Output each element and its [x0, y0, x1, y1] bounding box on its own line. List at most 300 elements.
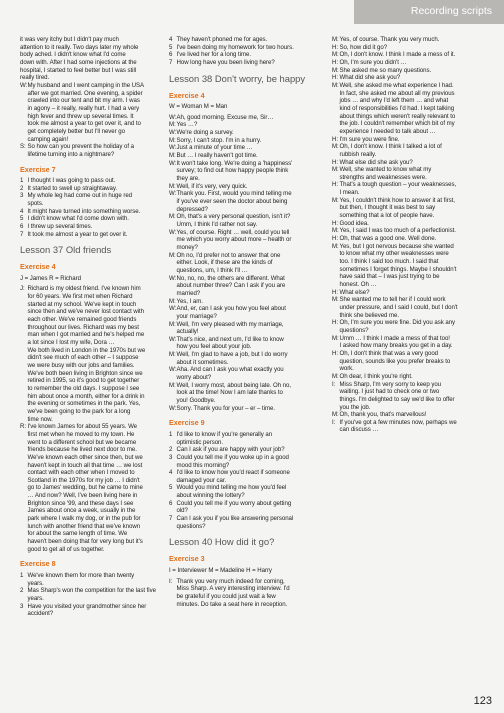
- script-line: [332, 304, 486, 312]
- script-line: [20, 177, 174, 185]
- script-line: [169, 267, 323, 275]
- script-text: jobs … and why I'd left them … and what: [339, 97, 449, 105]
- script-text: question, sounds like you prefer breaks to: [339, 357, 451, 365]
- speaker-label: [169, 593, 177, 601]
- script-line: [332, 381, 486, 389]
- script-text: your marriage?: [176, 312, 217, 320]
- script-text: My husband and I went camping in the USA: [27, 81, 145, 89]
- script-text: Oh, I don't know. I think I talked a lot of: [339, 143, 442, 151]
- script-text: years.: [27, 594, 44, 602]
- script-text: Miss Sharp, I'm very sorry to keep you: [339, 380, 442, 388]
- script-text: Oh, I don't know. I think I made a mess of it.: [339, 51, 456, 59]
- text-line: hospital, I started to feel better but I was still: [20, 66, 137, 74]
- script-line: [20, 492, 174, 500]
- script-text: about number three? Can I ask if you are: [176, 282, 286, 290]
- script-line: [169, 446, 323, 454]
- script-text: Good idea.: [339, 219, 369, 227]
- text-line: W = Woman M = Man: [169, 103, 228, 111]
- script-line: [169, 484, 323, 492]
- speaker-label: R:: [20, 423, 26, 431]
- speaker-label: [169, 221, 177, 229]
- script-text: Miss Sharp. A very interesting interview. I'd: [176, 585, 290, 593]
- speaker-label: [332, 113, 340, 121]
- script-line: [169, 343, 323, 351]
- speaker-label: [169, 477, 177, 485]
- script-line: [169, 515, 323, 523]
- speaker-label: 3: [20, 192, 24, 200]
- exercise-heading: Exercise 4: [169, 90, 205, 100]
- speaker-label: [169, 328, 177, 336]
- speaker-label: [169, 601, 177, 609]
- script-line: [169, 290, 323, 298]
- script-text: questions?: [339, 326, 369, 334]
- script-text: But … I really haven't got time.: [176, 152, 258, 160]
- script-line: [169, 198, 323, 206]
- script-line: [20, 507, 174, 515]
- speaker-label: [332, 365, 340, 373]
- script-text: accident?: [27, 610, 54, 618]
- speaker-label: 6: [169, 499, 173, 507]
- script-text: lifetime turning into a nightmare?: [27, 150, 115, 158]
- script-text: good to get all of us together.: [27, 545, 105, 553]
- script-line: [20, 331, 174, 339]
- script-text: We've known them for more than twenty: [27, 571, 135, 579]
- script-line: [169, 144, 323, 152]
- script-line: [20, 431, 174, 439]
- script-text: Sorry. Thank you for your – er – time.: [176, 404, 275, 412]
- script-line: [332, 105, 486, 113]
- script-text: about things which weren't really relevant to: [339, 112, 456, 120]
- speaker-label: 4: [20, 207, 24, 215]
- script-line: [169, 336, 323, 344]
- script-text: We both lived in London in the 1970s but we: [27, 346, 146, 354]
- script-text: high fever and threw up several times. It: [27, 112, 134, 120]
- speaker-label: [20, 301, 28, 309]
- speaker-label: H:: [332, 158, 338, 166]
- script-text: optimistic person.: [176, 438, 224, 446]
- script-line: [169, 578, 323, 586]
- exercise-heading: Exercise 8: [20, 559, 56, 569]
- script-text: we were busy with our jobs and families.: [27, 361, 135, 369]
- speaker-label: I:: [332, 380, 336, 388]
- script-line: [332, 181, 486, 189]
- exercise-heading: Exercise 4: [20, 262, 56, 272]
- script-line: [20, 603, 174, 611]
- script-line: [332, 350, 486, 358]
- speaker-label: M:: [332, 411, 339, 419]
- exercise-heading: Exercise 7: [20, 164, 56, 174]
- script-line: [169, 137, 323, 145]
- speaker-label: [169, 259, 177, 267]
- script-text: work.: [339, 365, 354, 373]
- script-text: the job. I couldn't remember which bit of my: [339, 120, 455, 128]
- speaker-label: H:: [332, 235, 338, 243]
- script-line: [20, 151, 174, 159]
- lesson-heading: Lesson 40 How did it go?: [169, 536, 275, 548]
- script-text: years.: [27, 579, 44, 587]
- script-line: [332, 312, 486, 320]
- script-text: Oh, I'm sure you were fine. Did you ask any: [339, 319, 456, 327]
- script-line: [20, 454, 174, 462]
- script-text: about it sometimes.: [176, 358, 229, 366]
- speaker-label: [20, 454, 28, 462]
- script-line: [332, 212, 486, 220]
- script-text: something that a lot of people have.: [339, 212, 435, 220]
- speaker-label: [20, 416, 28, 424]
- speaker-label: [20, 324, 28, 332]
- speaker-label: [169, 244, 177, 252]
- script-line: [20, 231, 174, 239]
- lesson-heading: Lesson 37 Old friends: [20, 244, 112, 256]
- speaker-label: H:: [332, 135, 338, 143]
- script-text: So how can you prevent the holiday of a: [27, 143, 134, 151]
- script-line: [20, 301, 174, 309]
- script-line: [20, 515, 174, 523]
- script-line: [332, 411, 486, 419]
- speaker-label: [169, 492, 177, 500]
- script-text: either. Look, if these are the kinds of: [176, 259, 273, 267]
- script-line: [332, 159, 486, 167]
- speaker-label: M:: [169, 121, 176, 129]
- script-text: each other. We've remained good friends: [27, 316, 137, 324]
- script-line: [169, 244, 323, 252]
- speaker-label: M:: [169, 182, 176, 190]
- script-line: [332, 250, 486, 258]
- script-line: [332, 113, 486, 121]
- speaker-label: W:: [169, 159, 177, 167]
- script-text: Could you tell me if you woke up in a good: [176, 453, 289, 461]
- script-text: took me almost a year to get over it, and to: [27, 120, 141, 128]
- speaker-label: M:: [332, 227, 339, 235]
- script-line: [20, 293, 174, 301]
- script-line: [169, 359, 323, 367]
- script-text: In fact, she asked me about all my previous: [339, 89, 455, 97]
- speaker-label: [332, 358, 340, 366]
- script-text: Oh, thank you, that's marvellous!: [339, 411, 427, 419]
- speaker-label: 5: [20, 215, 24, 223]
- script-line: [20, 538, 174, 546]
- speaker-label: [169, 585, 177, 593]
- script-text: Thank you very much indeed for coming,: [176, 577, 285, 585]
- speaker-label: H:: [332, 58, 338, 66]
- speaker-label: [20, 431, 28, 439]
- script-text: strengths and weaknesses were.: [339, 173, 427, 181]
- script-line: [20, 308, 174, 316]
- script-line: [332, 358, 486, 366]
- script-line: [332, 36, 486, 44]
- script-text: It might have turned into something worse.: [27, 207, 141, 215]
- script-text: him about once a month, either for a drink in: [27, 392, 145, 400]
- speaker-label: [332, 151, 340, 159]
- script-line: [169, 229, 323, 237]
- speaker-label: M:: [332, 372, 339, 380]
- speaker-label: 4: [169, 36, 173, 43]
- script-text: for 60 years. We first met when Richard: [27, 293, 133, 301]
- script-text: I'd like to know if you're generally an: [176, 430, 273, 438]
- script-line: [20, 385, 174, 393]
- page-number: 123: [473, 695, 492, 707]
- script-line: [169, 259, 323, 267]
- speaker-label: I:: [169, 577, 173, 585]
- script-text: how you feel about your job.: [176, 343, 252, 351]
- script-text: look at the time! Now I am late thanks to: [176, 389, 283, 397]
- script-line: [332, 166, 486, 174]
- script-text: I didn't know what I'd come down with.: [27, 215, 129, 223]
- script-text: Ah, good morning. Excuse me, Sir…: [176, 113, 274, 121]
- script-text: time now.: [27, 415, 53, 423]
- script-line: [20, 215, 174, 223]
- script-line: [169, 523, 323, 531]
- script-text: I thought I was going to pass out.: [27, 177, 116, 184]
- script-text: What did she ask you?: [339, 74, 401, 82]
- script-line: [332, 258, 486, 266]
- script-text: can discuss …: [339, 426, 379, 434]
- script-text: me which you worry about more – health or: [176, 236, 292, 244]
- speaker-label: 4: [169, 469, 173, 477]
- script-text: spots.: [27, 199, 44, 207]
- script-text: go to James' wedding, but he came to mine: [27, 484, 143, 492]
- script-line: [20, 120, 174, 128]
- speaker-label: [332, 281, 340, 289]
- script-text: Yes, of course. Thank you very much.: [339, 36, 440, 43]
- script-line: [20, 82, 174, 90]
- speaker-label: [20, 595, 28, 603]
- script-line: [169, 59, 323, 67]
- script-text: minutes. Do take a seat here in reception.: [176, 600, 288, 608]
- speaker-label: [332, 273, 340, 281]
- speaker-label: [20, 580, 28, 588]
- script-text: mood this morning?: [176, 461, 230, 469]
- script-text: So, how did it go?: [339, 43, 388, 51]
- script-line: [20, 143, 174, 151]
- script-line: [332, 365, 486, 373]
- script-text: damaged your car.: [176, 476, 227, 484]
- script-line: [20, 128, 174, 136]
- speaker-label: M:: [332, 334, 339, 342]
- script-line: [332, 59, 486, 67]
- script-text: first met when he moved to my town. He: [27, 430, 135, 438]
- script-line: [20, 446, 174, 454]
- script-text: old?: [176, 507, 188, 515]
- text-line: J = James R = Richard: [20, 274, 81, 282]
- script-text: camping again!: [27, 135, 69, 143]
- script-line: [169, 382, 323, 390]
- script-text: Well, I worry most, about being late. Oh no,: [176, 381, 292, 389]
- script-text: kind of responsibilities I'd had. I kept talking: [339, 104, 455, 112]
- script-text: lunch with another friend that we've known: [27, 522, 141, 530]
- speaker-label: [20, 347, 28, 355]
- script-line: [169, 236, 323, 244]
- speaker-label: [332, 312, 340, 320]
- speaker-label: [169, 206, 177, 214]
- speaker-label: [20, 377, 28, 385]
- script-text: Oh, that was a good one. Well done.: [339, 235, 437, 243]
- speaker-label: [169, 439, 177, 447]
- script-text: Well, she wanted to know what my: [339, 166, 432, 174]
- speaker-label: [20, 462, 28, 470]
- script-line: [332, 235, 486, 243]
- script-line: [20, 546, 174, 554]
- speaker-label: [20, 136, 28, 144]
- script-line: [169, 500, 323, 508]
- script-line: [169, 477, 323, 485]
- script-text: Well, she asked me what experience I had.: [339, 81, 454, 89]
- script-text: Oh, I'm sure you didn't …: [339, 58, 407, 66]
- script-line: [20, 408, 174, 416]
- script-text: It started to swell up straightaway.: [27, 184, 118, 192]
- speaker-label: [169, 359, 177, 367]
- script-text: honest. Oh …: [339, 281, 377, 288]
- script-line: [332, 174, 486, 182]
- script-line: [332, 82, 486, 90]
- script-line: [20, 362, 174, 370]
- script-text: She asked me so many questions.: [339, 66, 432, 74]
- script-line: [332, 281, 486, 289]
- script-text: waiting. I just had to check one or two: [339, 388, 440, 396]
- script-line: [332, 74, 486, 82]
- script-text: It won't take long. We're doing a 'happiness': [176, 159, 293, 167]
- script-line: [169, 44, 323, 52]
- speaker-label: [20, 500, 28, 508]
- script-line: [332, 197, 486, 205]
- speaker-label: [332, 120, 340, 128]
- speaker-label: [20, 362, 28, 370]
- script-line: [20, 285, 174, 293]
- speaker-label: [169, 198, 177, 206]
- script-text: No, no, no, the others are different. What: [176, 274, 285, 282]
- script-line: [169, 321, 323, 329]
- speaker-label: [20, 105, 28, 113]
- script-text: I've been doing my homework for two hours.: [176, 43, 294, 51]
- speaker-label: H:: [332, 43, 338, 51]
- speaker-label: W:: [169, 190, 177, 198]
- script-line: [169, 221, 323, 229]
- speaker-label: [20, 393, 28, 401]
- script-text: Aha. And can I ask you what exactly you: [176, 366, 284, 374]
- speaker-label: 5: [169, 484, 173, 492]
- speaker-label: H:: [332, 288, 338, 296]
- text-line: down with. After I had some injections at the: [20, 58, 137, 66]
- speaker-label: [20, 515, 28, 523]
- script-line: [169, 213, 323, 221]
- script-text: to remember the old days. I suppose I see: [27, 384, 140, 392]
- speaker-label: [20, 507, 28, 515]
- speaker-label: [20, 113, 28, 121]
- script-text: survey; to find out how happy people think: [176, 167, 289, 175]
- speaker-label: W:: [169, 335, 177, 343]
- script-text: I threw up several times.: [27, 222, 93, 230]
- script-text: get completely better but I'll never go: [27, 127, 125, 135]
- script-line: [169, 351, 323, 359]
- script-line: [332, 67, 486, 75]
- speaker-label: [332, 266, 340, 274]
- script-line: [20, 136, 174, 144]
- speaker-label: [332, 97, 340, 105]
- script-line: [20, 192, 174, 200]
- speaker-label: [332, 250, 340, 258]
- script-text: to know what my other weaknesses were: [339, 250, 449, 258]
- script-text: We've known each other since then, but we: [27, 453, 143, 461]
- script-line: [169, 389, 323, 397]
- script-line: [332, 319, 486, 327]
- speaker-label: 1: [169, 430, 173, 438]
- script-text: actually!: [176, 328, 199, 336]
- script-text: the evening or sometimes in the park. Yes,: [27, 400, 141, 408]
- speaker-label: [169, 175, 177, 183]
- speaker-label: [332, 212, 340, 220]
- script-text: Umm, I think I'd rather not say.: [176, 220, 258, 228]
- script-text: Have you visited your grandmother since her: [27, 602, 147, 610]
- text-line: it was very itchy but I didn't pay much: [20, 36, 119, 43]
- script-line: [20, 580, 174, 588]
- script-text: retired in 1995, so it's good to get together: [27, 377, 140, 385]
- script-text: I asked how many breaks you get in a day.: [339, 342, 453, 350]
- script-line: [20, 185, 174, 193]
- speaker-label: M:: [332, 81, 339, 89]
- speaker-label: [332, 189, 340, 197]
- script-text: James about once a week, usually in the: [27, 507, 136, 515]
- script-line: [169, 405, 323, 413]
- script-line: [20, 469, 174, 477]
- speaker-label: H:: [332, 219, 338, 227]
- script-line: [20, 370, 174, 378]
- script-line: [20, 595, 174, 603]
- speaker-label: [20, 546, 28, 554]
- script-line: [20, 339, 174, 347]
- speaker-label: W:: [169, 366, 177, 374]
- script-text: Yes, of course. Right … well, could you tell: [176, 228, 290, 236]
- script-line: [169, 601, 323, 609]
- speaker-label: H:: [332, 319, 338, 327]
- script-text: Would you mind telling me how you'd feel: [176, 484, 287, 492]
- speaker-label: M:: [169, 213, 176, 221]
- script-text: went to a different school but we became: [27, 438, 137, 446]
- speaker-label: [332, 327, 340, 335]
- script-line: [332, 404, 486, 412]
- script-text: but then, I thought it was best to say: [339, 204, 436, 212]
- script-line: [20, 223, 174, 231]
- script-line: [332, 90, 486, 98]
- script-line: [332, 51, 486, 59]
- script-text: worry about?: [176, 374, 212, 382]
- script-text: Yes, I couldn't think how to answer it at first,: [339, 196, 455, 204]
- script-line: [169, 206, 323, 214]
- script-line: [20, 354, 174, 362]
- script-line: [169, 313, 323, 321]
- speaker-label: 2: [20, 587, 24, 595]
- speaker-label: [20, 484, 28, 492]
- script-line: [169, 585, 323, 593]
- speaker-label: M:: [332, 51, 339, 59]
- script-line: [20, 523, 174, 531]
- speaker-label: [332, 174, 340, 182]
- speaker-label: [20, 439, 28, 447]
- speaker-label: [20, 477, 28, 485]
- script-line: [20, 208, 174, 216]
- script-line: [332, 266, 486, 274]
- script-text: since then and we've never lost contact with: [27, 308, 145, 316]
- script-text: Umm … I think I made a mess of that too!: [339, 334, 450, 342]
- script-text: Yes …?: [176, 121, 198, 129]
- script-text: we've been going to the park for a long: [27, 407, 131, 415]
- speaker-label: [169, 282, 177, 290]
- speaker-label: [169, 267, 177, 275]
- script-line: [332, 204, 486, 212]
- script-line: [332, 342, 486, 350]
- script-text: Yes, I said I was too much of a perfectionist.: [339, 227, 456, 235]
- script-line: [20, 477, 174, 485]
- script-line: [169, 160, 323, 168]
